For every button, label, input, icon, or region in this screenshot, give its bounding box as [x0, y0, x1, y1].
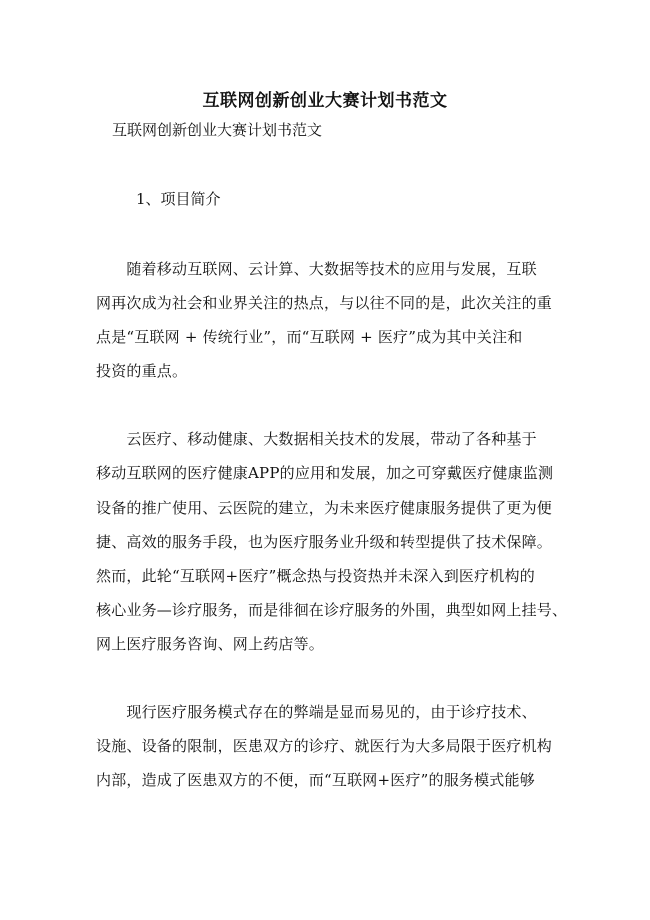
paragraph-2-line: 网上医疗服务咨询、网上药店等。 — [96, 635, 325, 653]
paragraph-2-line: 云医疗、移动健康、大数据相关技术的发展，带动了各种基于 — [96, 430, 537, 448]
section-heading: 1、项目简介 — [136, 190, 221, 208]
paragraph-2-line: 核心业务—诊疗服务，而是徘徊在诊疗服务的外围，典型如网上挂号、 — [96, 601, 568, 619]
paragraph-1-line: 点是“互联网 + 传统行业”，而“互联网 + 医疗”成为其中关注和 — [96, 328, 523, 346]
paragraph-3-line: 现行医疗服务模式存在的弊端是显而易见的，由于诊疗技术、 — [96, 703, 537, 721]
paragraph-1-line: 随着移动互联网、云计算、大数据等技术的应用与发展，互联 — [96, 260, 537, 278]
paragraph-2-line: 移动互联网的医疗健康APP的应用和发展，加之可穿戴医疗健康监测 — [96, 464, 554, 482]
paragraph-3-line: 内部，造成了医患双方的不便，而“互联网+医疗”的服务模式能够 — [96, 771, 535, 789]
paragraph-2-line: 捷、高效的服务手段，也为医疗服务业升级和转型提供了技术保障。 — [96, 533, 553, 551]
paragraph-2-line: 然而，此轮“互联网+医疗”概念热与投资热并未深入到医疗机构的 — [96, 567, 535, 585]
document-subtitle: 互联网创新创业大赛计划书范文 — [112, 121, 323, 139]
paragraph-2-line: 设备的推广使用、云医院的建立，为未来医疗健康服务提供了更为便 — [96, 499, 553, 517]
paragraph-3-line: 设施、设备的限制，医患双方的诊疗、就医行为大多局限于医疗机构 — [96, 737, 553, 755]
paragraph-1-line: 网再次成为社会和业界关注的热点，与以往不同的是，此次关注的重 — [96, 294, 553, 312]
document-title: 互联网创新创业大赛计划书范文 — [202, 91, 448, 111]
paragraph-1-line: 投资的重点。 — [96, 362, 188, 380]
